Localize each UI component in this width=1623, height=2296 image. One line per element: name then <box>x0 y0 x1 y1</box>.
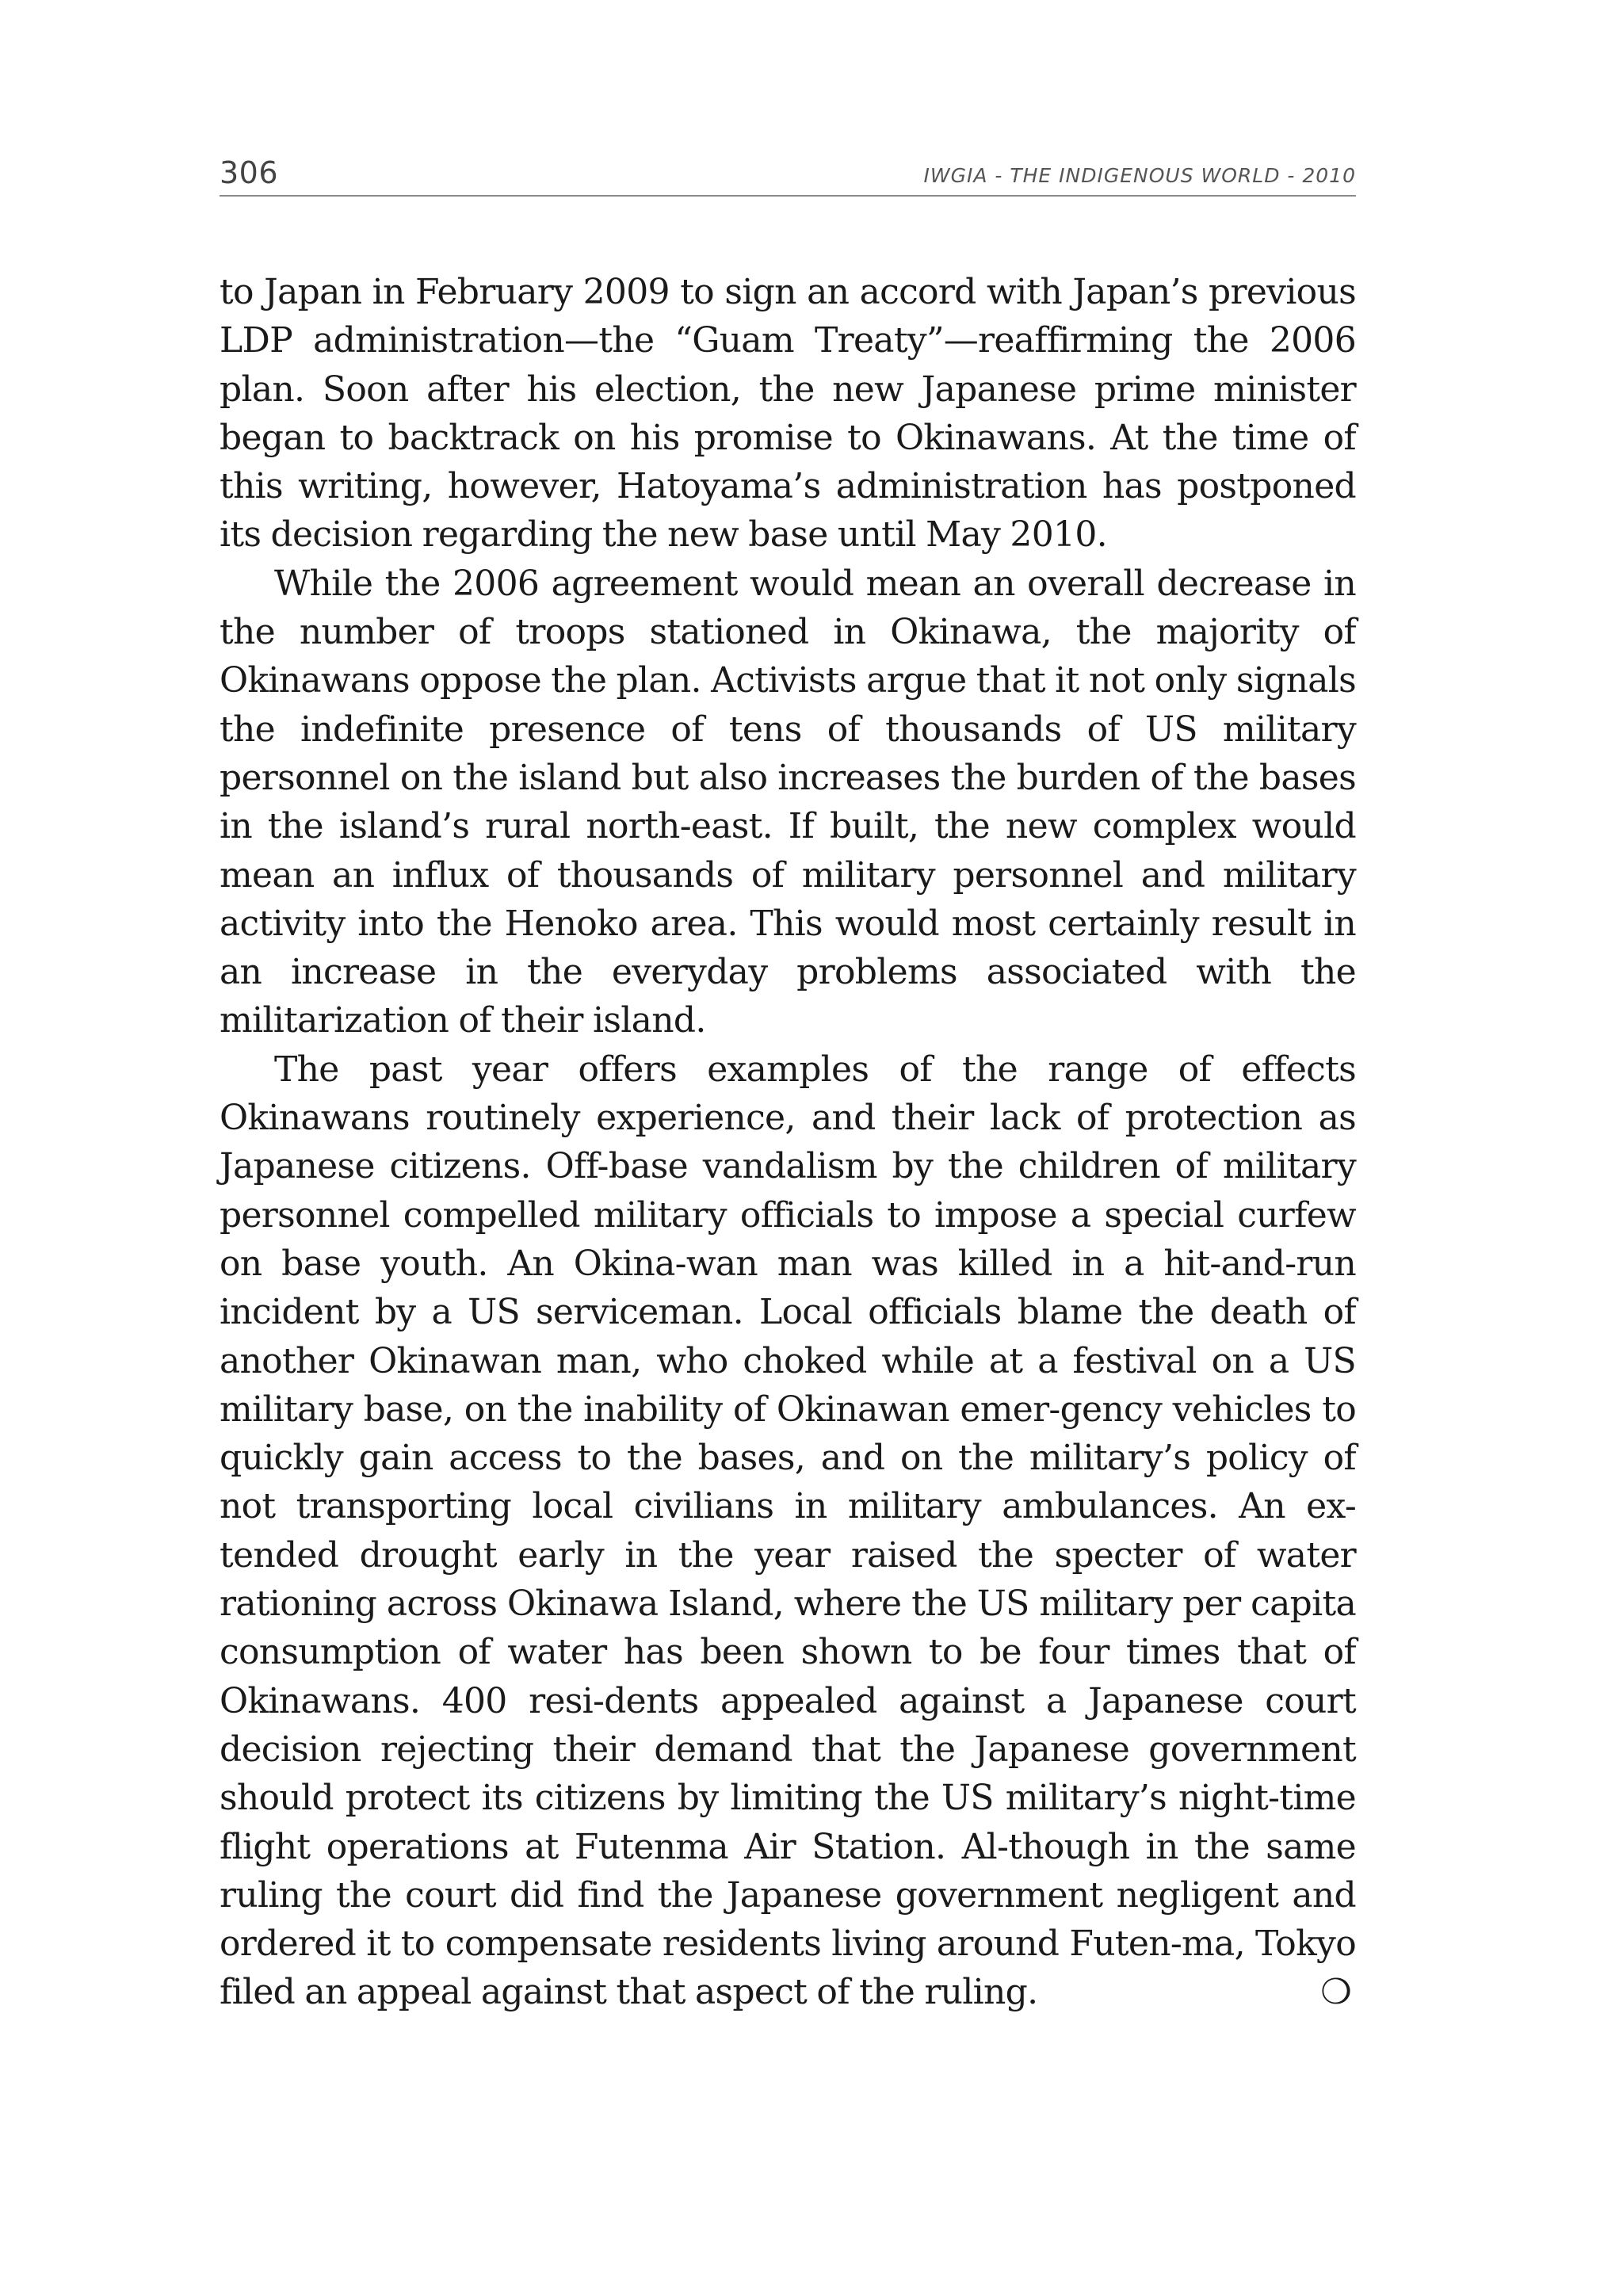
paragraph-final <box>220 1045 1356 2017</box>
body-text <box>220 268 1356 2017</box>
running-header <box>220 151 1356 197</box>
running-title: IWGIA - THE INDIGENOUS WORLD - 2010 <box>923 164 1356 187</box>
page-number: 306 <box>220 155 279 190</box>
paragraph-final-text: The past year offers examples of the range of effects Okinawans routinely experience, and their lack of protection as Japanese citizens. Off-base vandalism by the children of military personnel compelled military officials to impose a special curfew on base youth. An Okina-wan man was killed in a hit-and-run incident by a US serviceman. Local officials blame the death of another Okinawan man, who choked while at a festival on a US military base, on the inability of Okinawan emer-gency vehicles to quickly gain access to the bases, and on the military’s policy of not transporting local civilians in military ambulances. An ex-tended drought early in the year raised the specter of water rationing across Okinawa Island, where the US military per capita consumption of water has been shown to be four times that of Okinawans. 400 resi-dents appealed against a Japanese court decision rejecting their demand that the Japanese government should protect its citizens by limiting the US military’s night-time flight operations at Futenma Air Station. Al-though in the same ruling the court did find the Japanese government negligent and ordered it to compensate residents living around Futen-ma, Tokyo filed an appeal against that aspect of the ruling. <box>220 1049 1356 2013</box>
paragraph-continued: to Japan in February 2009 to sign an accord with Japan’s previous LDP administration—the “Guam Treaty”—reaffirming the 2006 plan. Soon after his election, the new Japanese prime minister began to backtrack on his promise to Okinawans. At the time of this writing, however, Hatoyama’s administration has postponed its decision regarding the new base until May 2010. <box>220 272 1356 556</box>
paragraph: While the 2006 agreement would mean an overall decrease in the number of troops stationed in Okinawa, the majority of Okinawans oppose the plan. Activists argue that it not only signals the indefinite presence of tens of thousands of US military personnel on the island but also increases the burden of the bases in the island’s rural north-east. If built, the new complex would mean an influx of thousands of military personnel and military activity into the Henoko area. This would most certainly result in an increase in the everyday problems associated with the militarization of their island. <box>220 563 1356 1041</box>
end-of-article-icon: ❍ <box>1320 1972 1351 2013</box>
